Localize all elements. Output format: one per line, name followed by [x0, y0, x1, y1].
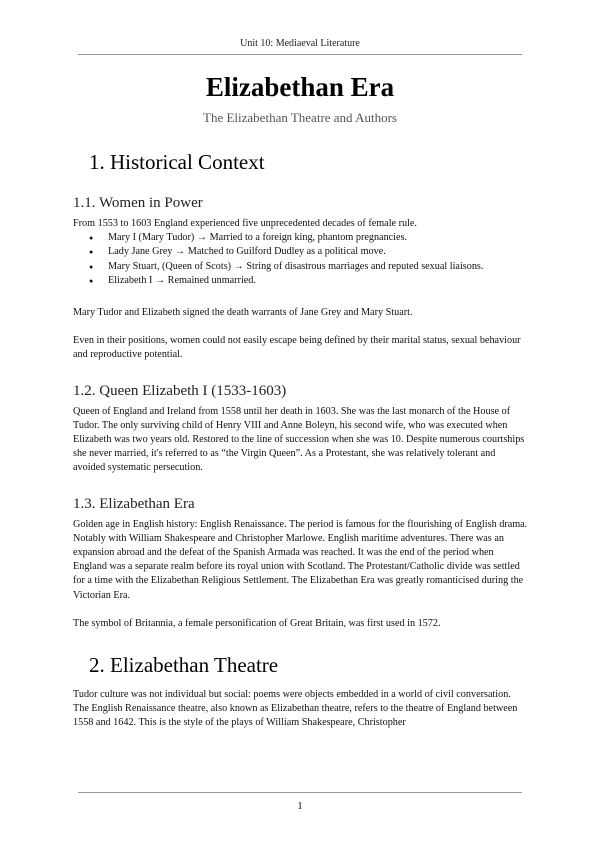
section-1-1-intro: From 1553 to 1603 England experienced five unprecedented decades of female rule.: [73, 218, 417, 229]
women-in-power-list: [73, 231, 528, 288]
section-1-3-paragraph-2: The symbol of Britannia, a female personification of Great Britain, was first used in 1572.: [73, 617, 441, 629]
page-number: 1: [297, 800, 303, 812]
list-item: ● Mary Stuart, (Queen of Scots) → String of disastrous marriages and reputed sexual liaisons.: [73, 260, 528, 274]
document-body: [73, 150, 528, 731]
section-1-3-heading: 1.3. Elizabethan Era: [73, 495, 195, 512]
section-1-1-paragraph-1: Mary Tudor and Elizabeth signed the death warrants of Jane Grey and Mary Stuart.: [73, 307, 413, 319]
section-1-heading: 1. Historical Context: [89, 150, 265, 174]
section-1-2-heading: 1.2. Queen Elizabeth I (1533-1603): [73, 382, 287, 399]
section-2-heading: 2. Elizabethan Theatre: [89, 653, 279, 678]
list-item: ● Lady Jane Grey → Matched to Guilford Dudley as a political move.: [73, 245, 528, 259]
section-2-paragraph-1: Tudor culture was not individual but social: poems were objects embedded in a world of civil conversation. The English Renaissance theatre, also known as Elizabethan theatre, refers to the theatre of England between 1558 and 1642. This is the style of the plays of William Shakespeare, Christopher: [73, 689, 518, 729]
footer-rule: [78, 792, 522, 793]
list-item: ● Elizabeth I → Remained unmarried.: [73, 274, 528, 288]
section-1-2-paragraph-1: Queen of England and Ireland from 1558 until her death in 1603. She was the last monarch of the House of Tudor. The only surviving child of Henry VIII and Anne Boleyn, his second wife, who was executed when Elizabeth was two years old. Restored to the line of succession when she was 10. Despite numerous courtships she never married, it's referred to as “the Virgin Queen”. As a Protestant, she was relatively tolerant and avoided systematic persecution.: [73, 405, 525, 474]
header-rule: [78, 54, 522, 55]
section-1-1-heading: 1.1. Women in Power: [73, 195, 203, 211]
document-title: Elizabethan Era: [205, 72, 395, 102]
document-subtitle: The Elizabethan Theatre and Authors: [203, 110, 397, 125]
list-item: ● Mary I (Mary Tudor) → Married to a foreign king, phantom pregnancies.: [73, 231, 528, 245]
section-1-1-paragraph-2: Even in their positions, women could not easily escape being defined by their marital status, sexual behaviour and reproductive potential.: [73, 335, 521, 361]
running-header: Unit 10: Mediaeval Literature: [240, 38, 360, 49]
section-1-3-paragraph-1: Golden age in English history: English Renaissance. The period is famous for the flourishing of English drama. Notably with William Shakespeare and Christopher Marlowe. English maritime adventures. There was an expansion abroad and the defeat of the Spanish Armada was reached. It was the end of the period when England was a separate realm before its royal union with Scotland. The Protestant/Catholic divide was settled for a time with the Elizabethan Religious Settlement. The Elizabethan Era was greatly romanticised during the Victorian Era.: [73, 518, 528, 601]
